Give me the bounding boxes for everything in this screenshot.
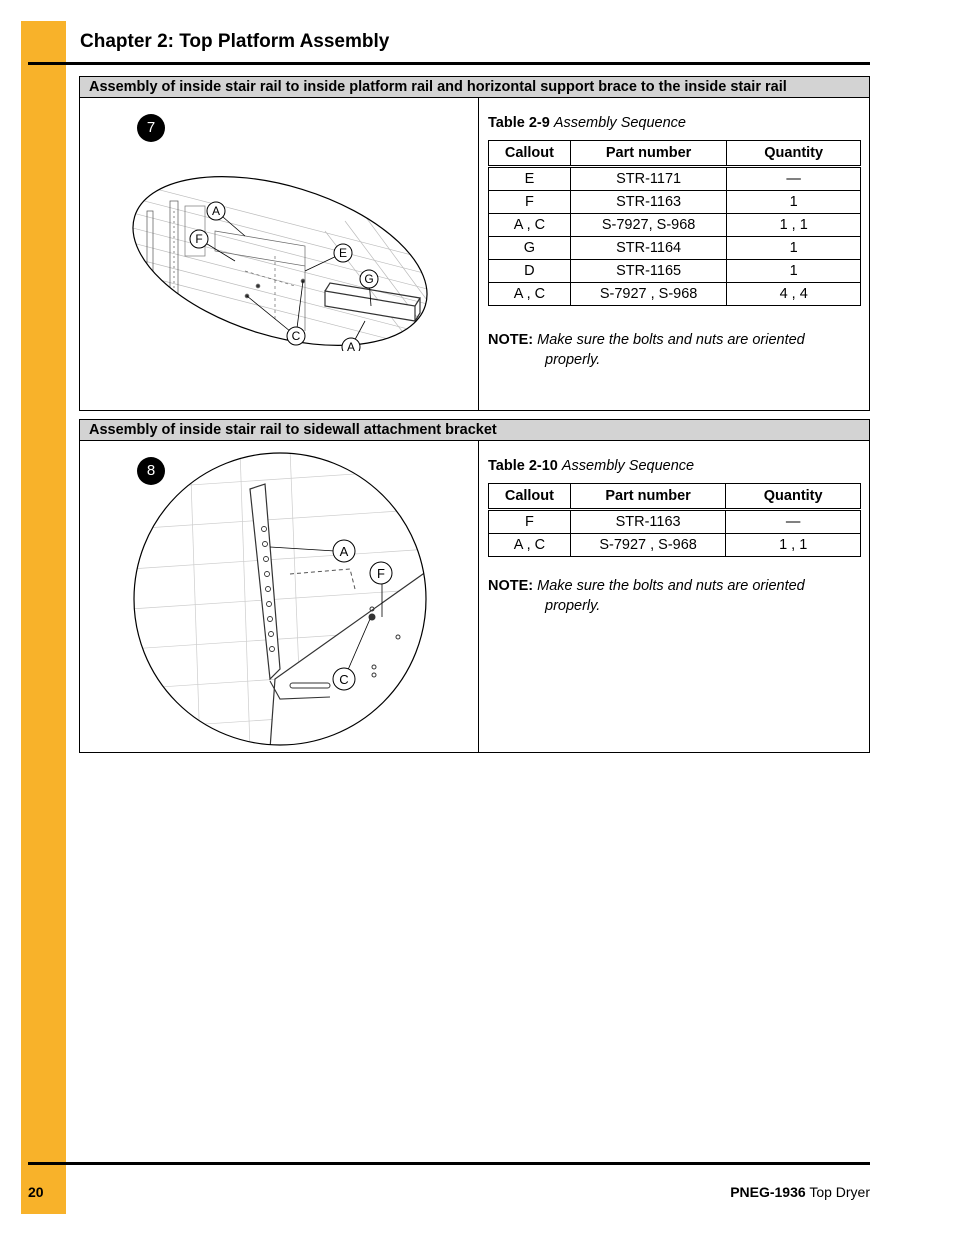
- column-divider: [478, 98, 479, 410]
- section-header: Assembly of inside stair rail to sidewall attachment bracket: [80, 420, 869, 441]
- bottom-rule: [28, 1162, 870, 1165]
- callout-e: [334, 244, 352, 262]
- svg-text:E: E: [338, 246, 348, 260]
- svg-text:A: A: [346, 340, 356, 351]
- step-number: 8: [137, 457, 165, 485]
- table-row: D STR-1165 1: [489, 260, 861, 283]
- svg-text:A: A: [339, 544, 349, 559]
- column-divider: [478, 441, 479, 752]
- section-step-7: [79, 76, 870, 411]
- assembly-illustration-step-8: [130, 449, 430, 749]
- assembly-illustration-step-7: [125, 171, 435, 351]
- section-step-8: [79, 419, 870, 753]
- table-row: E STR-1171 —: [489, 167, 861, 191]
- callout-f: [190, 230, 208, 248]
- table-row: F STR-1163 —: [489, 510, 861, 534]
- callout-a-2: [342, 338, 360, 351]
- callout-a: [333, 540, 355, 562]
- chapter-tab-sidebar: [21, 21, 66, 1214]
- callout-g: [360, 270, 378, 288]
- svg-text:G: G: [364, 272, 374, 286]
- top-rule: [28, 62, 870, 65]
- assembly-sequence-table: [488, 140, 861, 306]
- chapter-title: Chapter 2: Top Platform Assembly: [80, 31, 390, 52]
- svg-text:A: A: [211, 204, 221, 218]
- callout-c: [333, 668, 355, 690]
- table-caption: Table 2-10 Assembly Sequence: [488, 458, 695, 474]
- callout-c: [287, 327, 305, 345]
- note: NOTE: Make sure the bolts and nuts are oriented properly.: [488, 578, 805, 614]
- table-row: G STR-1164 1: [489, 237, 861, 260]
- document-reference: PNEG-1936 Top Dryer: [730, 1184, 870, 1200]
- svg-text:C: C: [339, 672, 349, 687]
- page-number: 20: [28, 1184, 44, 1200]
- table-row: A , C S-7927 , S-968 4 , 4: [489, 283, 861, 306]
- table-caption: Table 2-9 Assembly Sequence: [488, 115, 686, 131]
- assembly-sequence-table: [488, 483, 861, 557]
- table-row: A , C S-7927, S-968 1 , 1: [489, 214, 861, 237]
- column-header: Quantity: [727, 141, 861, 167]
- column-header: Quantity: [726, 484, 861, 510]
- step-number: 7: [137, 114, 165, 142]
- table-header-row: [489, 484, 861, 510]
- table-header-row: [489, 141, 861, 167]
- table-row: F STR-1163 1: [489, 191, 861, 214]
- svg-text:F: F: [195, 232, 203, 246]
- column-header: Callout: [489, 141, 571, 167]
- callout-a: [207, 202, 225, 220]
- svg-text:F: F: [377, 566, 385, 581]
- column-header: Callout: [489, 484, 571, 510]
- column-header: Part number: [570, 141, 727, 167]
- callout-f: [370, 562, 392, 584]
- note: NOTE: Make sure the bolts and nuts are oriented properly.: [488, 332, 805, 368]
- svg-text:C: C: [291, 329, 301, 343]
- section-header: Assembly of inside stair rail to inside platform rail and horizontal support brace to the inside stair rail: [80, 77, 869, 98]
- column-header: Part number: [570, 484, 726, 510]
- table-row: A , C S-7927 , S-968 1 , 1: [489, 534, 861, 557]
